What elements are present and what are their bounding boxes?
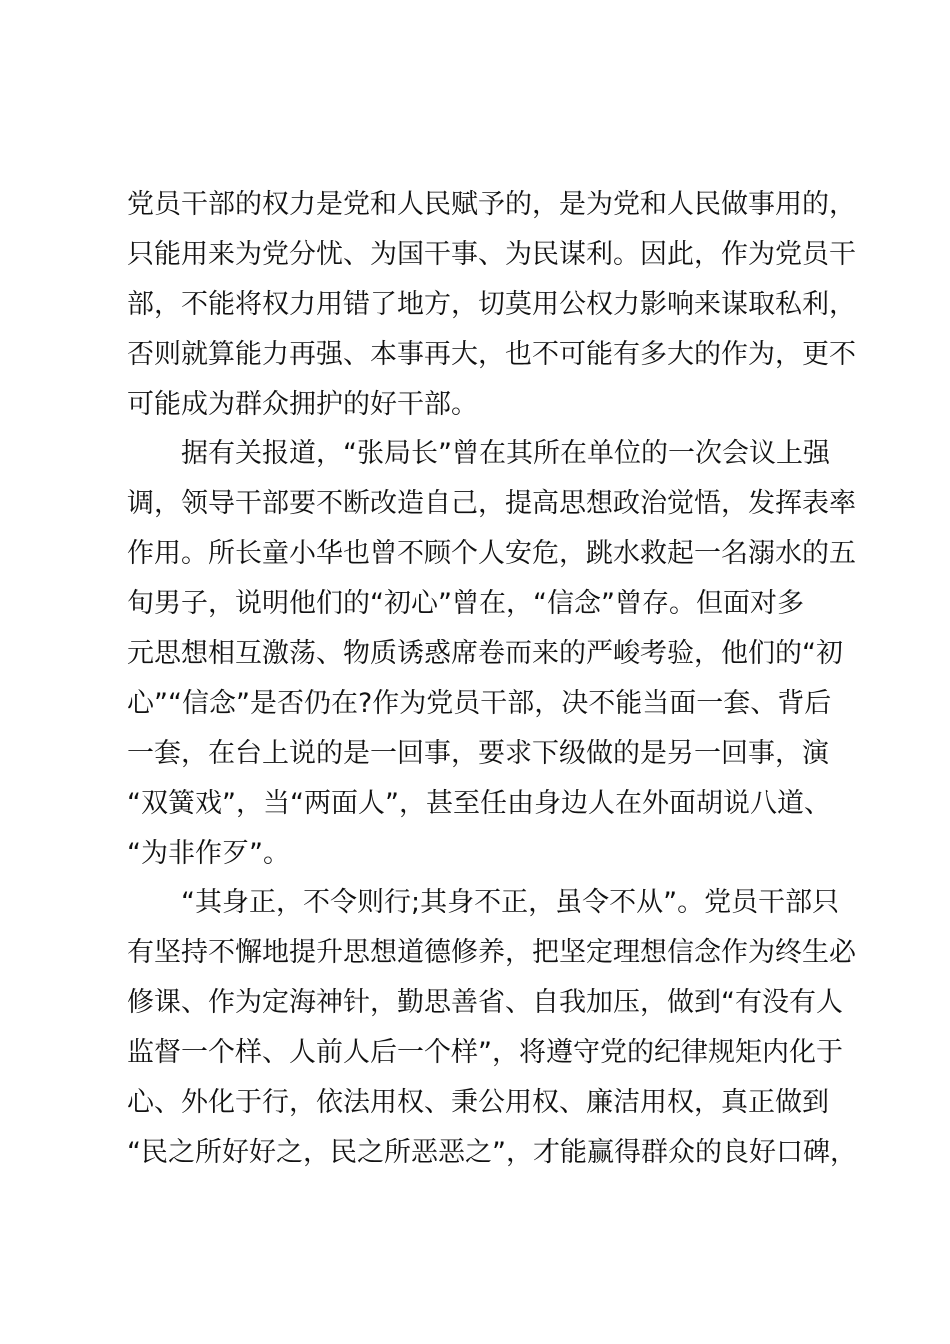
text-line: 调，领导干部要不断改造自己，提高思想政治觉悟，发挥表率 (127, 488, 856, 520)
text-line: 据有关报道，“张局长”曾在其所在单位的一次会议上强 (181, 438, 830, 470)
text-line: 可能成为群众拥护的好干部。 (127, 388, 478, 420)
body-text (127, 180, 857, 1178)
text-line: 监督一个样、人前人后一个样”，将遵守党的纪律规矩内化于 (127, 1037, 843, 1069)
text-line: 否则就算能力再强、本事再大，也不可能有多大的作为，更不 (127, 338, 856, 370)
text-line: 一套，在台上说的是一回事，要求下级做的是另一回事，演 (127, 737, 829, 769)
text-line: 有坚持不懈地提升思想道德修养，把坚定理想信念作为终生必 (127, 937, 856, 969)
text-line: 修课、作为定海神针，勤思善省、自我加压，做到“有没有人 (127, 987, 843, 1019)
paragraph-2 (127, 429, 856, 878)
text-line: “其身正，不令则行;其身不正，虽令不从”。党员干部只 (181, 887, 840, 919)
text-line: “民之所好好之，民之所恶恶之”，才能赢得群众的良好口碑， (127, 1136, 857, 1168)
text-line: 心”“信念”是否仍在?作为党员干部，决不能当面一套、背后 (127, 687, 832, 719)
text-line: “双簧戏”，当“两面人”，甚至任由身边人在外面胡说八道、 (127, 787, 831, 819)
paragraph-1 (127, 180, 856, 429)
text-line: 心、外化于行，依法用权、秉公用权、廉洁用权，真正做到 (127, 1087, 829, 1119)
text-line: “为非作歹”。 (127, 837, 290, 869)
paragraph-3 (127, 878, 857, 1177)
text-line: 党员干部的权力是党和人民赋予的，是为党和人民做事用的， (127, 189, 856, 220)
text-line: 只能用来为党分忧、为国干事、为民谋利。因此，作为党员干 (127, 238, 856, 270)
text-line: 作用。所长童小华也曾不顾个人安危，跳水救起一名溺水的五 (127, 538, 856, 570)
text-line: 旬男子，说明他们的“初心”曾在，“信念”曾存。但面对多 (127, 588, 804, 620)
text-line: 元思想相互激荡、物质诱惑席卷而来的严峻考验，他们的“初 (127, 638, 843, 670)
text-line: 部，不能将权力用错了地方，切莫用公权力影响来谋取私利， (127, 288, 856, 320)
